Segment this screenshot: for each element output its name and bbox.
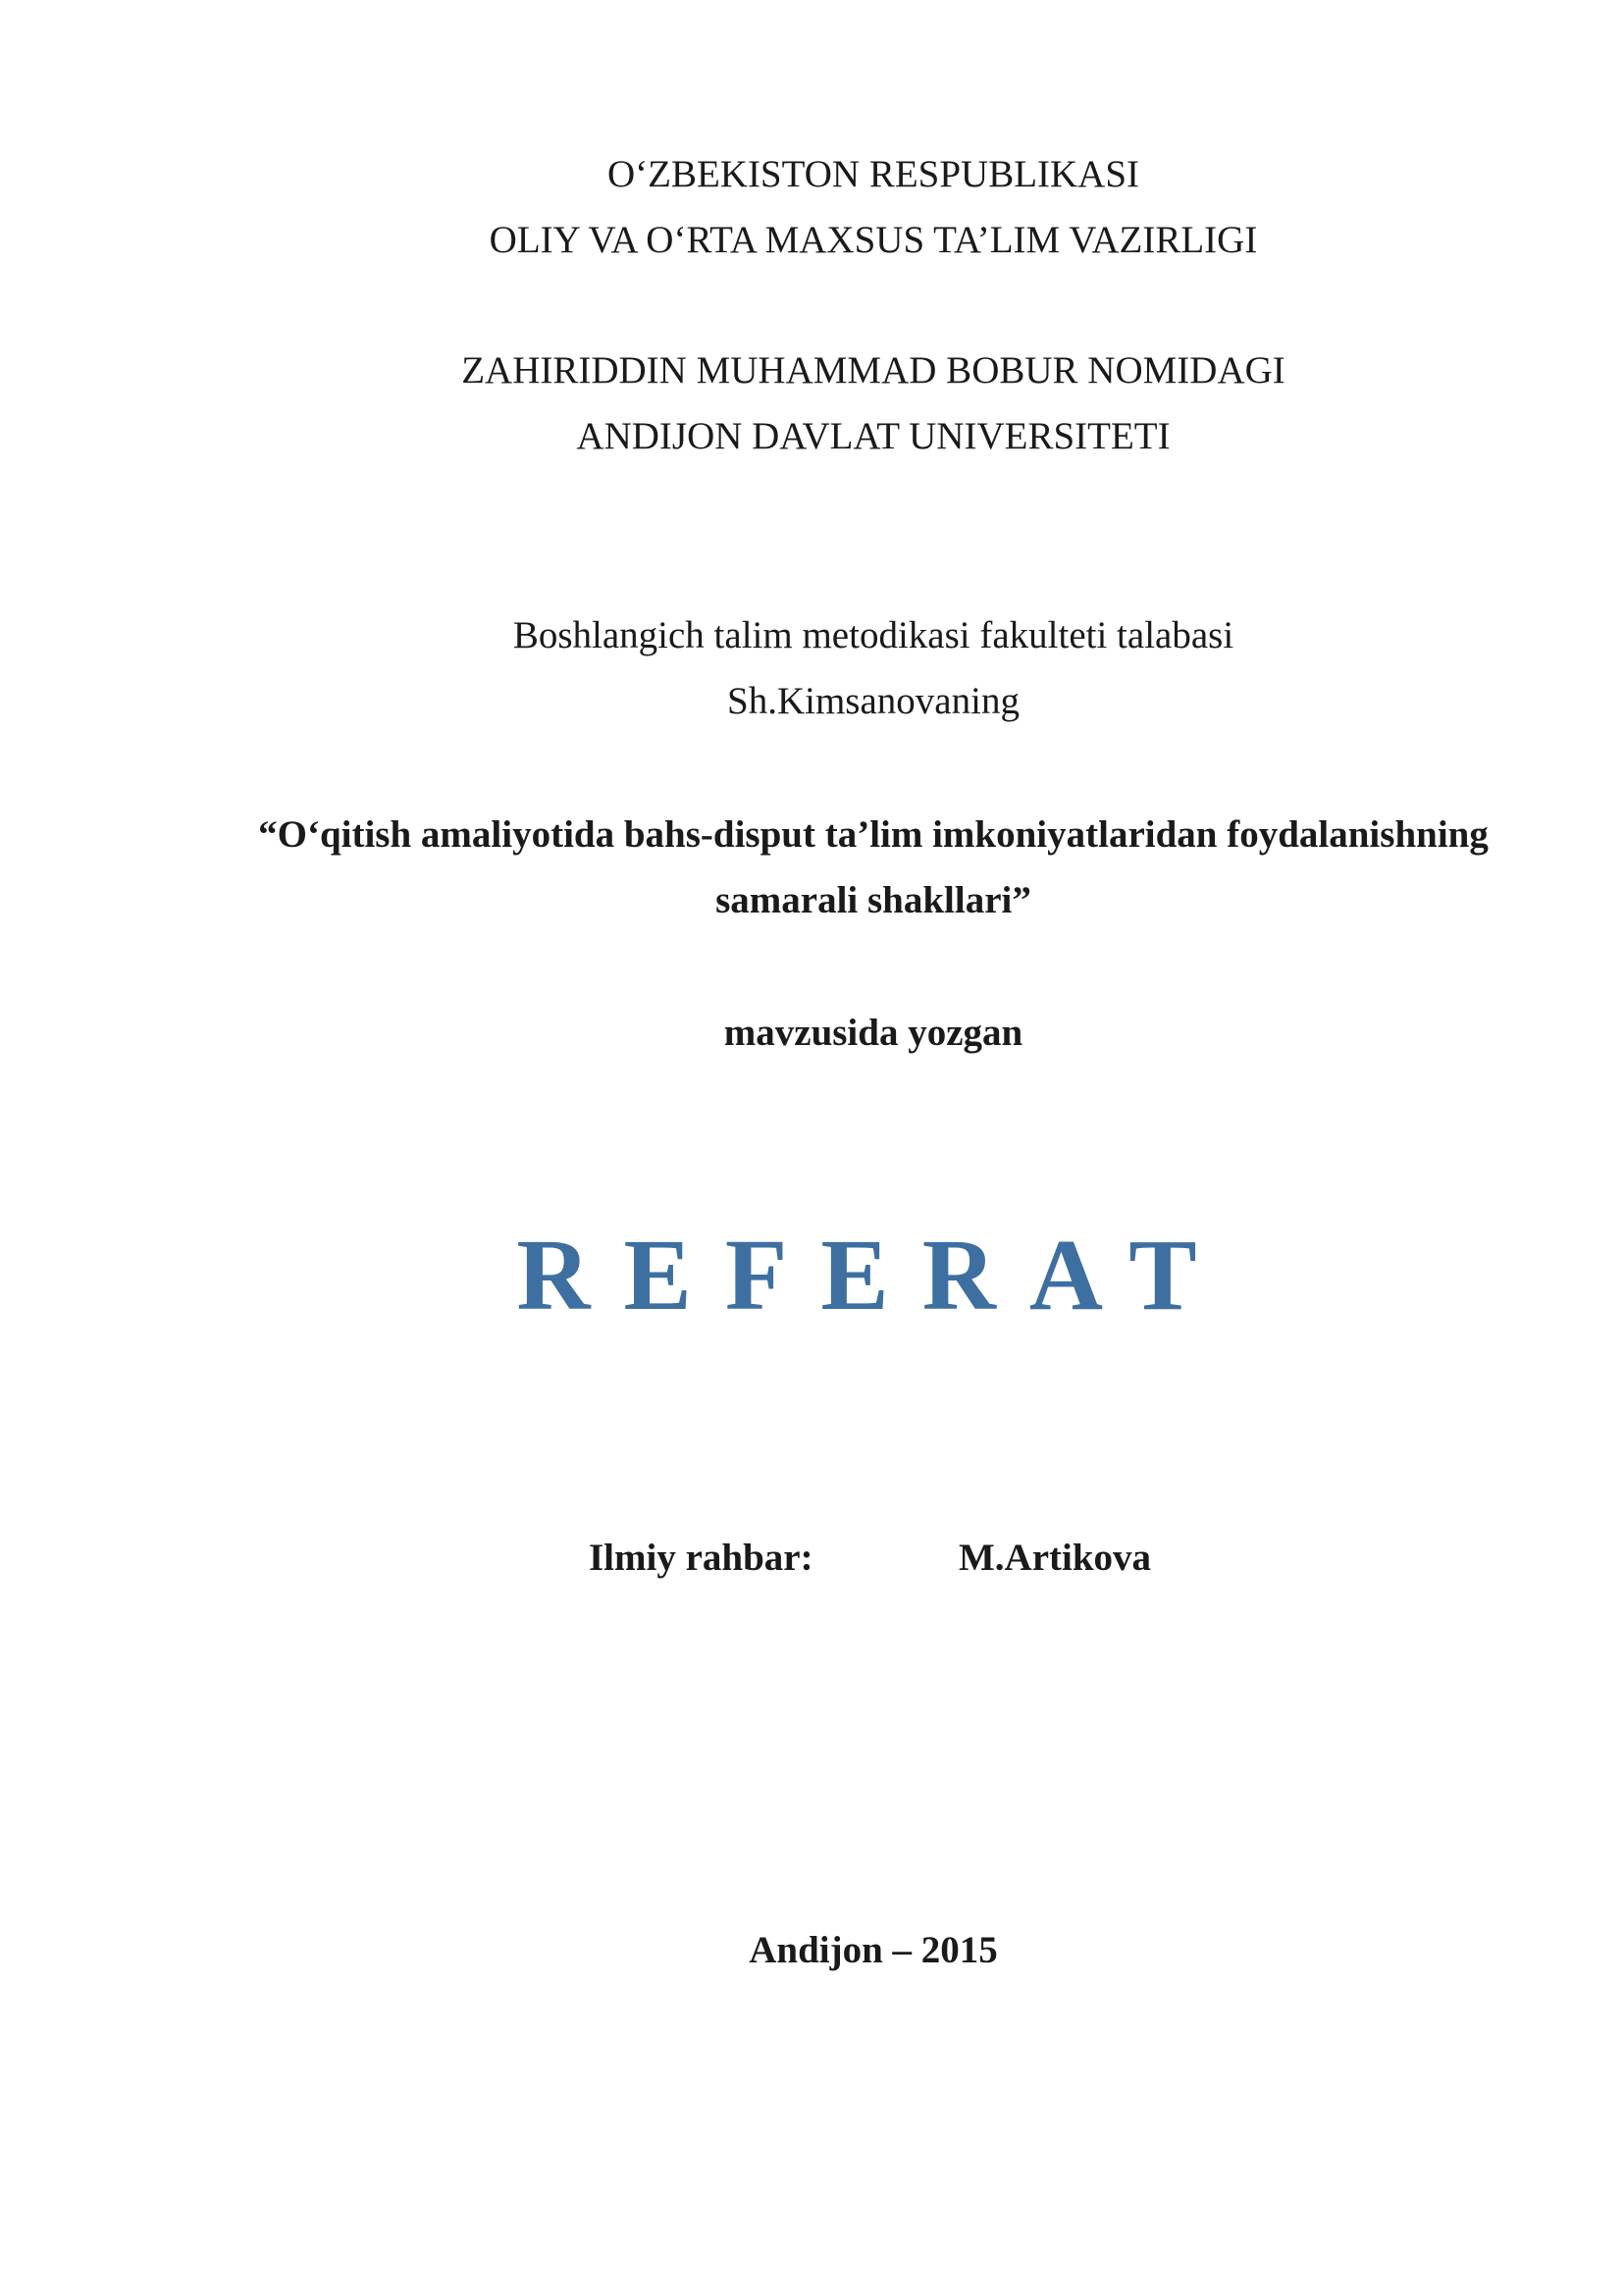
city-year-footer: Andijon – 2015 <box>749 1929 998 1971</box>
ministry-heading: OLIY VA O‘RTA MAXSUS TA’LIM VAZIRLIGI <box>489 219 1258 261</box>
supervisor-label: Ilmiy rahbar: <box>589 1537 813 1579</box>
topic-title-line2: samarali shakllari” <box>715 879 1031 921</box>
document-type-title: REFERAT <box>516 1219 1231 1331</box>
supervisor-name: M.Artikova <box>959 1537 1152 1579</box>
topic-suffix: mavzusida yozgan <box>723 1012 1023 1054</box>
republic-heading: O‘ZBEKISTON RESPUBLIKASI <box>606 153 1140 195</box>
author-name: Sh.Kimsanovaning <box>727 680 1020 722</box>
university-name-line2: ANDIJON DAVLAT UNIVERSITETI <box>576 415 1171 457</box>
topic-title-line1: “O‘qitish amaliyotida bahs-disput ta’lim imkoniyatlaridan foydalanishning <box>258 813 1489 856</box>
university-name-line1: ZAHIRIDDIN MUHAMMAD BOBUR NOMIDAGI <box>461 349 1285 391</box>
author-faculty-line: Boshlangich talim metodikasi fakulteti talabasi <box>512 614 1234 656</box>
